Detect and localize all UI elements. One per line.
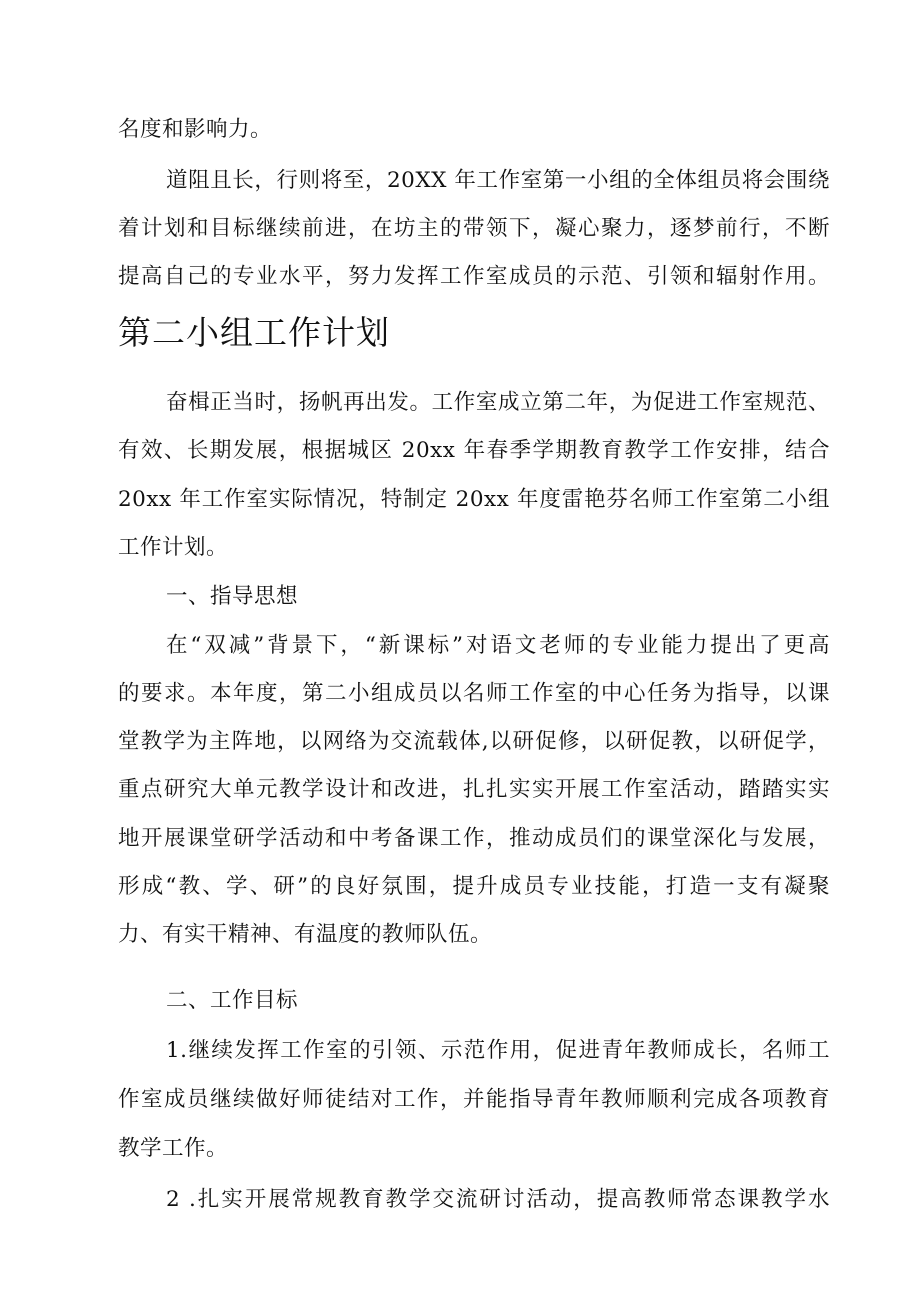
guiding-paragraph-line: 在“双减”背景下，“新课标”对语文老师的专业能力提出了更高	[166, 633, 830, 658]
intro-paragraph-line: 20xx 年工作室实际情况，特制定 20xx 年度雷艳芬名师工作室第二小组	[118, 487, 830, 512]
heading-guiding-ideology: 一、指导思想	[166, 584, 299, 609]
goal-2-line: 2 .扎实开展常规教育教学交流研讨活动，提高教师常态课教学水	[166, 1187, 830, 1212]
guiding-paragraph-line: 地开展课堂研学活动和中考备课工作，推动成员们的课堂深化与发展，	[118, 826, 830, 851]
closing-paragraph-line: 道阻且长，行则将至，20XX 年工作室第一小组的全体组员将会围绕	[166, 168, 830, 193]
goal-1-line: 教学工作。	[118, 1136, 229, 1161]
goal-1-line: 作室成员继续做好师徒结对工作，并能指导青年教师顺利完成各项教育	[118, 1087, 830, 1112]
closing-paragraph-line: 提高自己的专业水平，努力发挥工作室成员的示范、引领和辐射作用。	[118, 264, 830, 289]
goal-1-line: 1.继续发挥工作室的引领、示范作用，促进青年教师成长，名师工	[166, 1038, 830, 1063]
heading-work-goals: 二、工作目标	[166, 988, 299, 1013]
guiding-paragraph-line: 的要求。本年度，第二小组成员以名师工作室的中心任务为指导，以课	[118, 681, 830, 706]
guiding-paragraph-line: 堂教学为主阵地，以网络为交流载体,以研促修，以研促教，以研促学，	[118, 729, 830, 754]
guiding-paragraph-line: 重点研究大单元教学设计和改进，扎扎实实开展工作室活动，踏踏实实	[118, 777, 830, 802]
guiding-paragraph-line: 力、有实干精神、有温度的教师队伍。	[118, 922, 493, 947]
closing-paragraph-line: 着计划和目标继续前进，在坊主的带领下，凝心聚力，逐梦前行，不断	[118, 216, 830, 241]
intro-paragraph-line: 有效、长期发展，根据城区 20xx 年春季学期教育教学工作安排，结合	[118, 438, 830, 463]
guiding-paragraph-line: 形成“教、学、研”的良好氛围，提升成员专业技能，打造一支有凝聚	[118, 874, 830, 899]
paragraph-continuation-line: 名度和影响力。	[118, 117, 273, 142]
intro-paragraph-line: 奋楫正当时，扬帆再出发。工作室成立第二年，为促进工作室规范、	[166, 390, 830, 415]
section-title: 第二小组工作计划	[118, 313, 390, 352]
intro-paragraph-line: 工作计划。	[118, 535, 229, 560]
